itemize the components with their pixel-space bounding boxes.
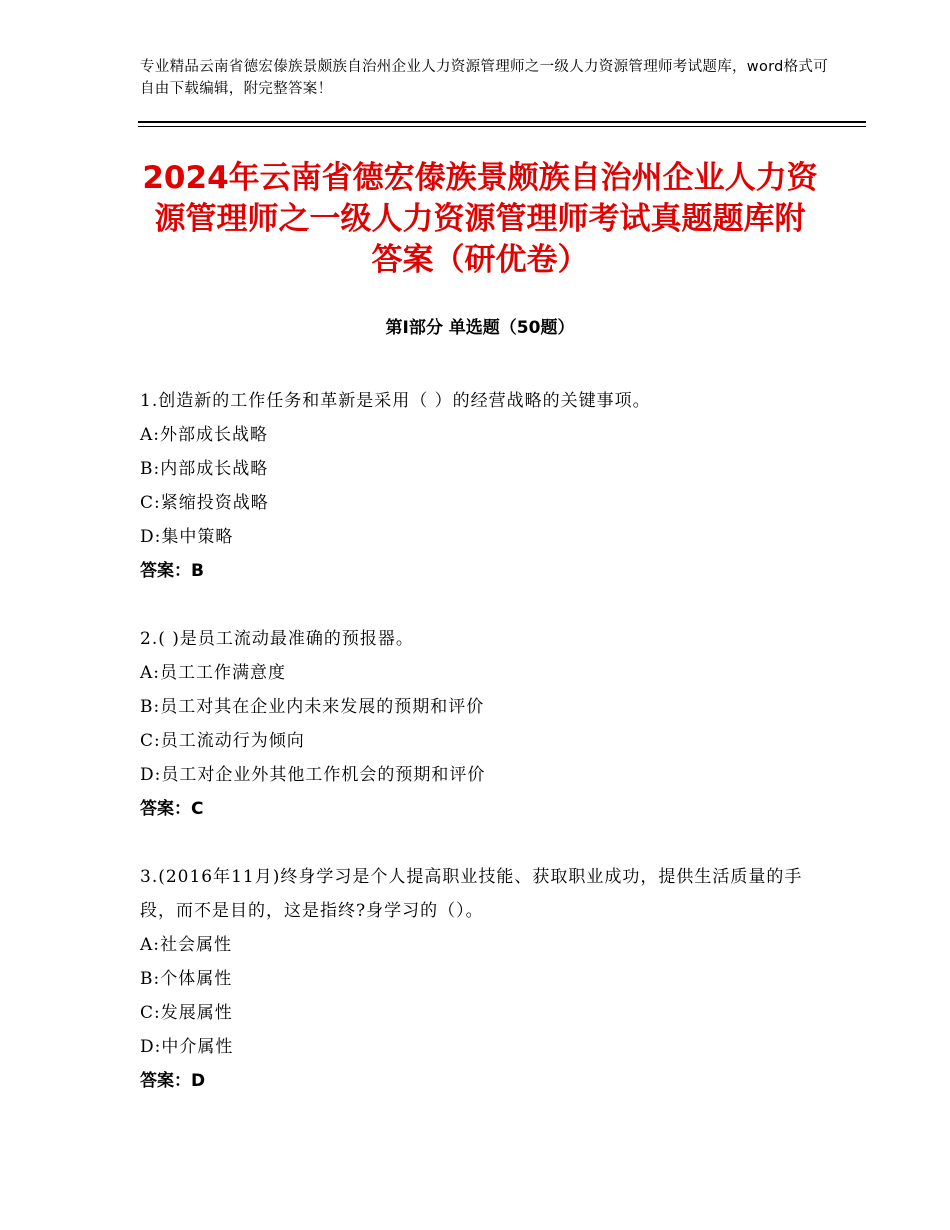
header-note: 专业精品云南省德宏傣族景颇族自治州企业人力资源管理师之一级人力资源管理师考试题库，word格式可自由下载编辑，附完整答案！	[140, 59, 829, 97]
question-stem: 2.( )是员工流动最准确的预报器。	[140, 629, 414, 649]
option-b: B:内部成长战略	[140, 459, 269, 479]
header-divider-thick	[138, 121, 866, 123]
answer: 答案：B	[140, 561, 204, 581]
question-3	[140, 860, 820, 1098]
option-c: C:发展属性	[140, 1003, 233, 1023]
option-d: D:集中策略	[140, 527, 234, 547]
header-divider-thin	[138, 126, 866, 127]
document-title: 2024年云南省德宏傣族景颇族自治州企业人力资源管理师之一级人力资源管理师考试真题题库附答案（研优卷）	[142, 160, 818, 278]
option-a: A:外部成长战略	[140, 425, 269, 445]
option-d: D:中介属性	[140, 1037, 234, 1057]
option-c: C:员工流动行为倾向	[140, 731, 305, 751]
question-list	[140, 384, 820, 1132]
option-b: B:员工对其在企业内未来发展的预期和评价	[140, 697, 485, 717]
question-stem: 3.(2016年11月)终身学习是个人提高职业技能、获取职业成功，提供生活质量的手段，而不是目的，这是指终?身学习的（）。	[140, 867, 803, 921]
question-1	[140, 384, 820, 588]
answer: 答案：D	[140, 1071, 206, 1091]
option-c: C:紧缩投资战略	[140, 493, 269, 513]
option-b: B:个体属性	[140, 969, 233, 989]
question-stem: 1.创造新的工作任务和革新是采用（ ）的经营战略的关键事项。	[140, 391, 651, 411]
option-d: D:员工对企业外其他工作机会的预期和评价	[140, 765, 486, 785]
option-a: A:社会属性	[140, 935, 233, 955]
section-title: 第Ⅰ部分 单选题（50题）	[385, 318, 575, 338]
question-2	[140, 622, 820, 826]
option-a: A:员工工作满意度	[140, 663, 287, 683]
answer: 答案：C	[140, 799, 204, 819]
